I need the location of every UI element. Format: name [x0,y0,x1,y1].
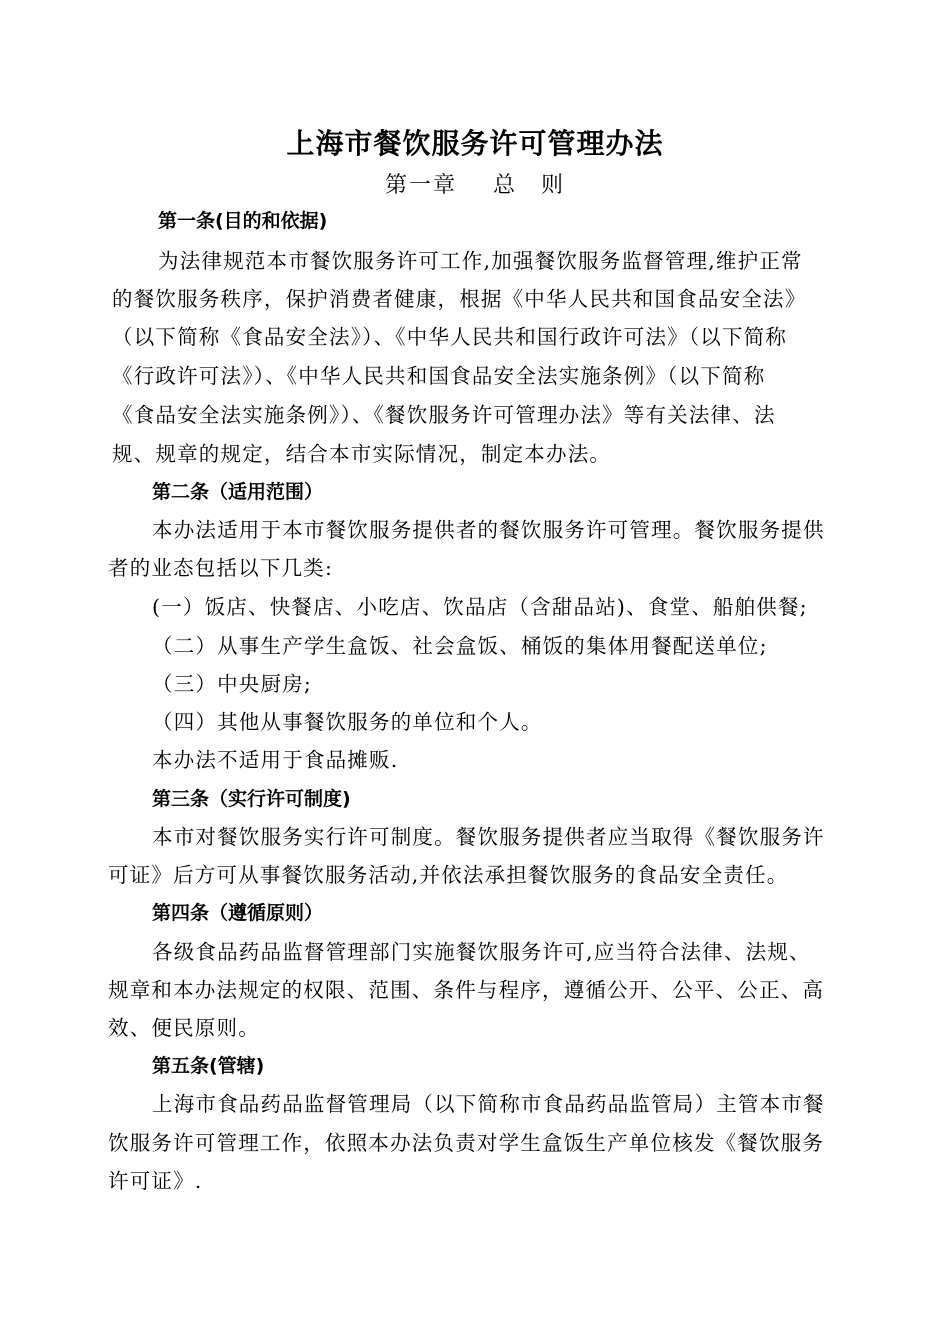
article5-heading: 第五条(管辖) [152,1055,265,1077]
article4-line: 规章和本办法规定的权限、范围、条件与程序，遵循公开、公平、公正、高 [108,978,825,1002]
article2-line: 本办法不适用于食品摊贩. [152,748,399,772]
article3-line: 可证》后方可从事餐饮服务活动,并依法承担餐饮服务的食品安全责任。 [108,863,789,887]
article3-line: 本市对餐饮服务实行许可制度。餐饮服务提供者应当取得《餐饮服务许 [152,825,825,849]
article5-line: 饮服务许可管理工作，依照本办法负责对学生盒饭生产单位核发《餐饮服务 [108,1131,825,1155]
article2-line: （三）中央厨房; [152,672,313,696]
article1-line: （以下简称《食品安全法》）、《中华人民共和国行政许可法》（以下简称 [112,325,788,349]
article2-line: 者的业态包括以下几类: [108,556,334,580]
chapter-name-part2: 则 [541,173,566,198]
article2-line: （二）从事生产学生盒饭、社会盒饭、桶饭的集体用餐配送单位; [152,634,768,658]
article1-line: 规、规章的规定，结合本市实际情况，制定本办法。 [112,442,612,466]
article4-heading: 第四条（遵循原则） [152,902,324,924]
article2-heading: 第二条（适用范围） [152,481,324,503]
article3-heading: 第三条（实行许可制度) [152,788,351,810]
article1-line: 《食品安全法实施条例》）、《餐饮服务许可管理办法》等有关法律、法 [112,403,776,427]
chapter-heading [0,170,950,202]
article2-line: 本办法适用于本市餐饮服务提供者的餐饮服务许可管理。餐饮服务提供 [152,518,825,542]
chapter-number: 第一章 [384,173,457,198]
article1-line: 的餐饮服务秩序，保护消费者健康，根据《中华人民共和国食品安全法》 [112,287,807,311]
article5-line: 许可证》. [108,1169,203,1193]
article2-line: (一）饭店、快餐店、小吃店、饮品店（含甜品站)、食堂、船舶供餐; [152,595,808,619]
article2-line: （四）其他从事餐饮服务的单位和个人。 [152,710,543,734]
document-title: 上海市餐饮服务许可管理办法 [286,127,664,160]
article1-line: 为法律规范本市餐饮服务许可工作,加强餐饮服务监督管理,维护正常 [158,249,803,273]
article4-line: 各级食品药品监督管理部门实施餐饮服务许可,应当符合法律、法规、 [152,940,811,964]
article4-line: 效、便民原则。 [108,1016,260,1040]
article1-heading: 第一条(目的和依据) [158,210,328,232]
chapter-name-part1: 总 [492,173,517,198]
article1-line: 《行政许可法》）、《中华人民共和国食品安全法实施条例》（以下简称 [112,364,766,388]
article5-line: 上海市食品药品监督管理局（以下简称市食品药品监管局）主管本市餐 [152,1092,825,1116]
